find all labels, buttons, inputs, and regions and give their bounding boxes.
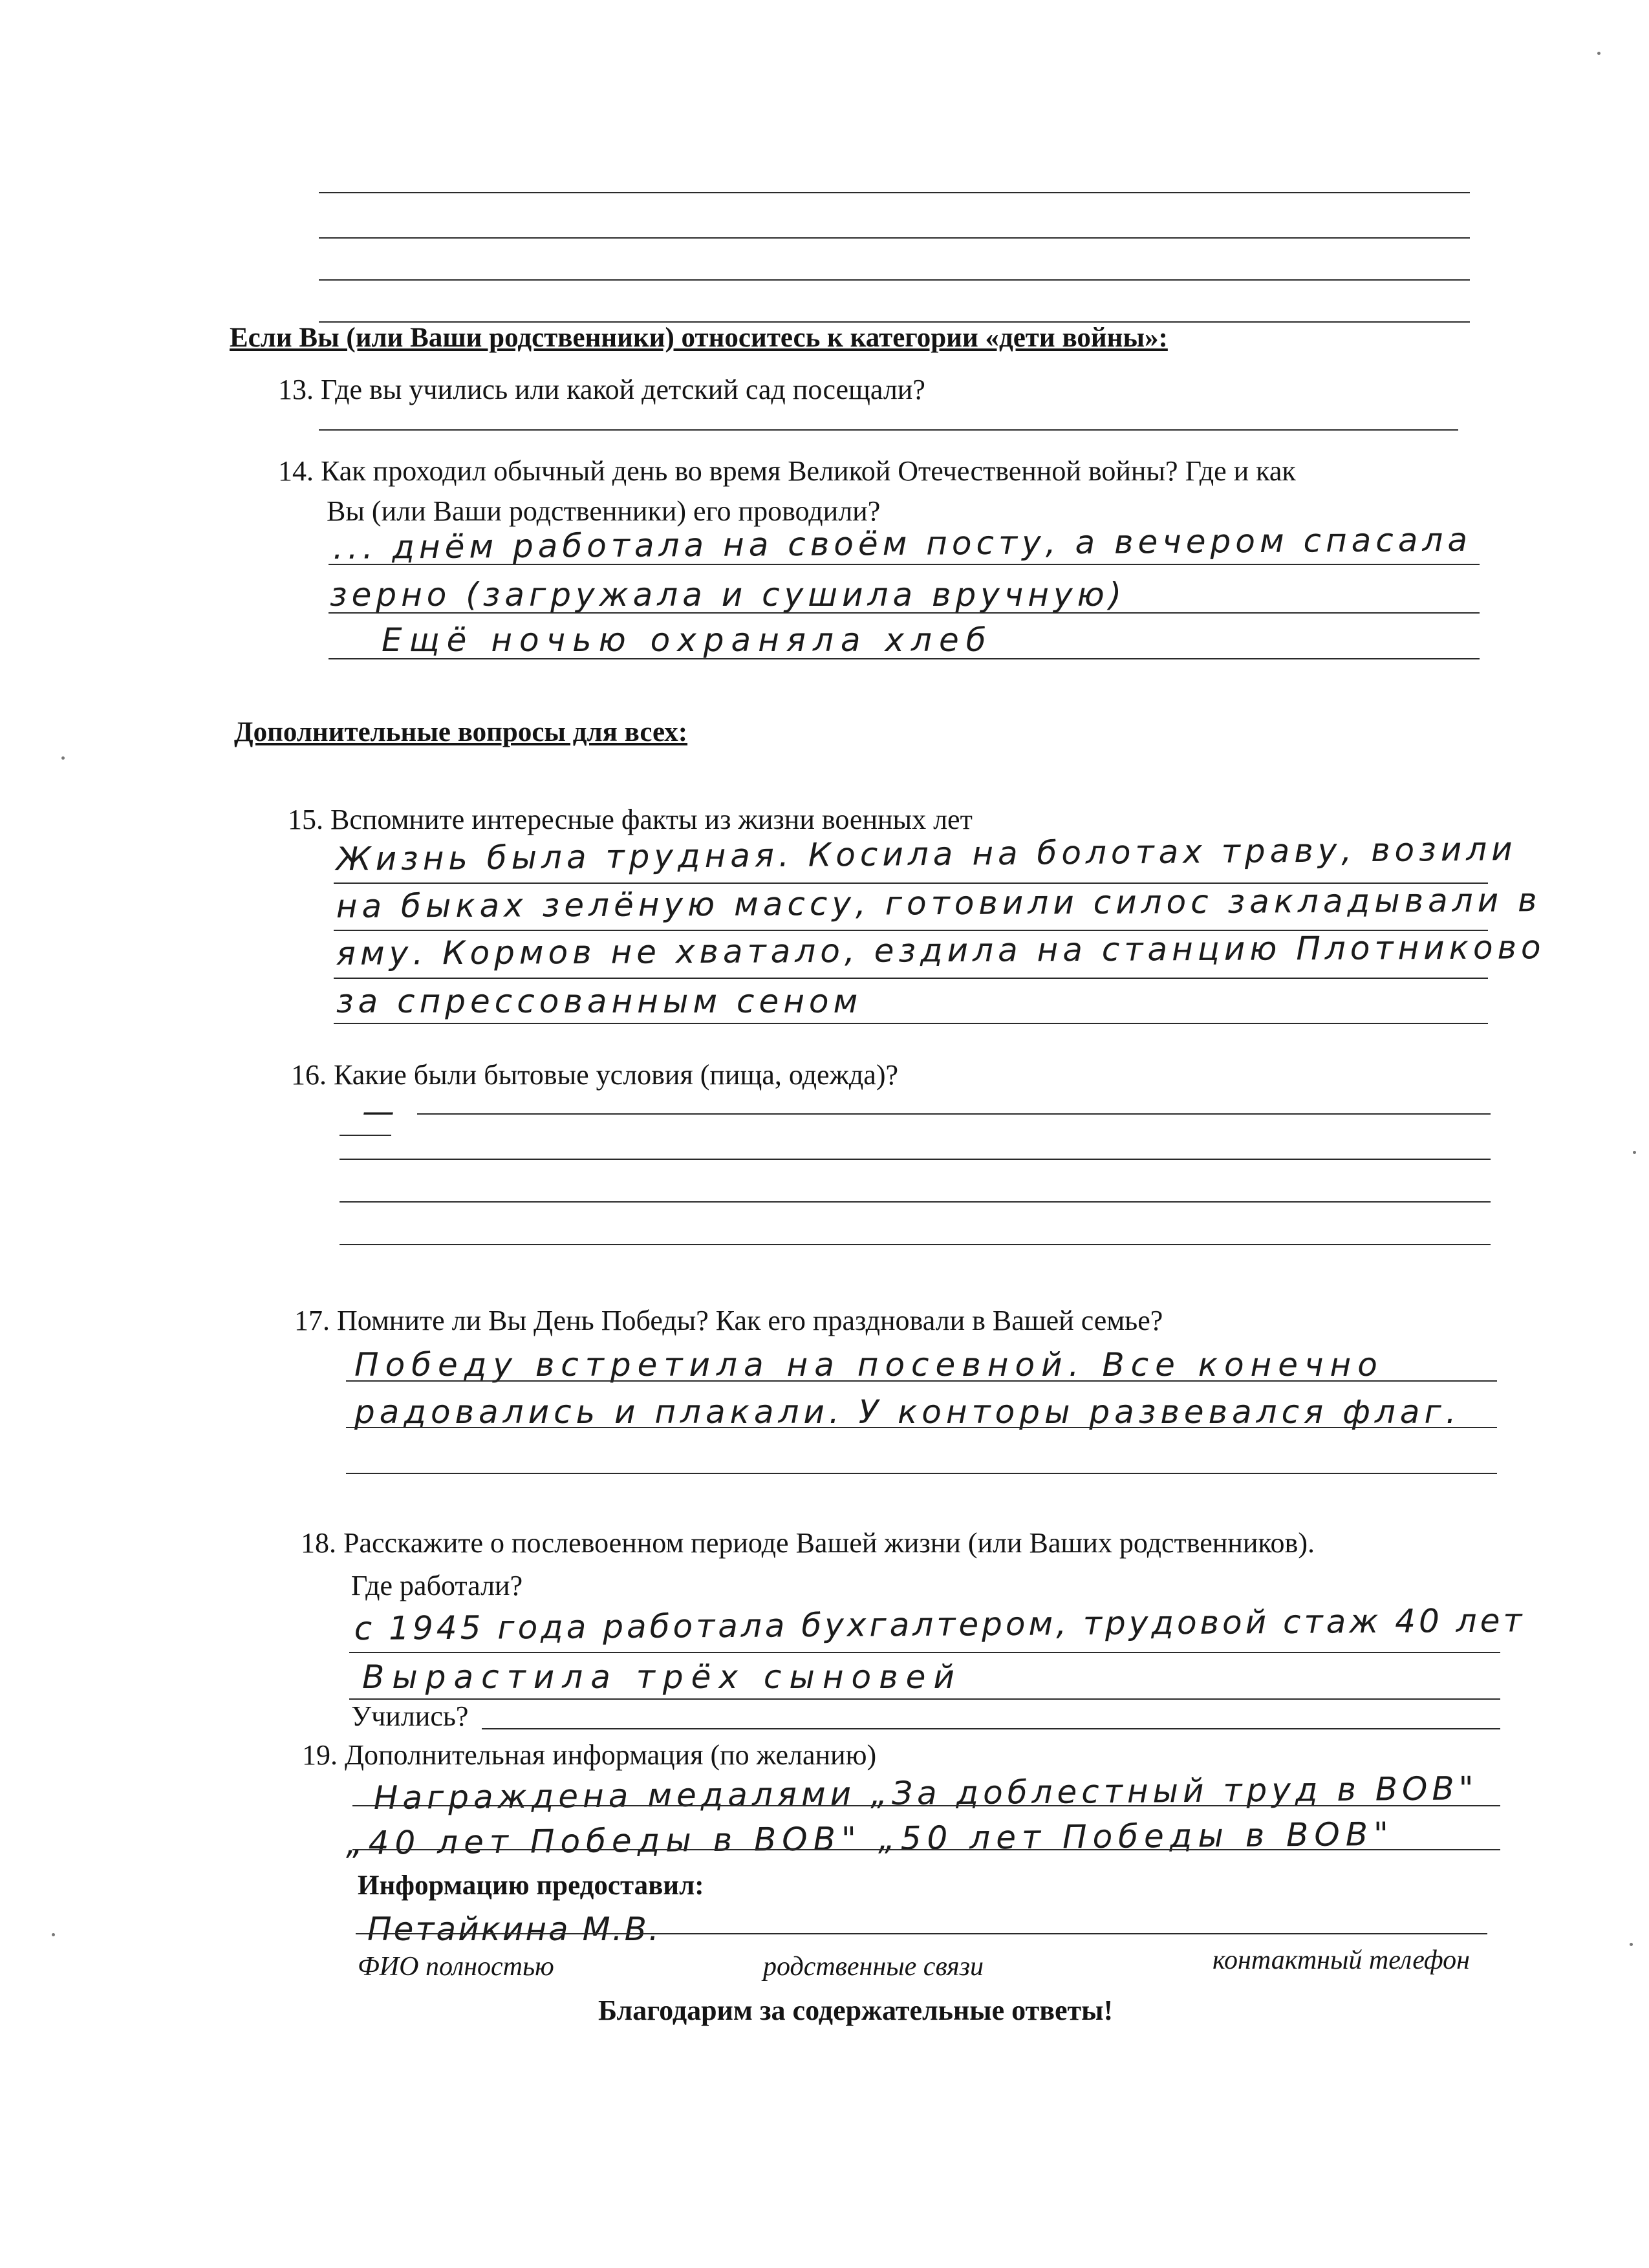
answer-17-line2: радовались и плакали. У конторы развевался флаг. <box>354 1393 1461 1431</box>
question-14-line2: Вы (или Ваши родственники) его проводили? <box>327 495 881 527</box>
answer-line-17 <box>346 1427 1497 1428</box>
answer-19-line1: Награждена медалями „За доблестный труд в ВОВ" <box>373 1770 1478 1817</box>
answer-line <box>319 192 1470 193</box>
answer-line-14 <box>329 612 1480 614</box>
answer-18-line1: с 1945 года работала бухгалтером, трудовой стаж 40 лет <box>354 1601 1525 1647</box>
answer-line-17 <box>346 1380 1497 1382</box>
scan-speck <box>1633 1151 1636 1154</box>
answer-line-18-studied <box>482 1728 1500 1729</box>
info-provided-label: Информацию предоставил: <box>358 1870 704 1901</box>
answer-18-line2: Вырастила трёх сыновей <box>362 1658 962 1696</box>
answer-line-16 <box>339 1244 1491 1245</box>
answer-line-18 <box>349 1652 1500 1653</box>
scan-speck <box>1597 52 1600 55</box>
caption-phone: контактный телефон <box>1212 1945 1470 1975</box>
section-heading-additional: Дополнительные вопросы для всех: <box>234 717 688 747</box>
answer-15-line1: Жизнь была трудная. Косила на болотах траву, возили <box>336 830 1517 878</box>
answer-line-18 <box>349 1698 1500 1700</box>
answer-14-line1: ... днём работала на своём посту, а вечером спасала <box>332 520 1472 566</box>
scan-speck <box>52 1933 55 1936</box>
scan-speck <box>61 756 65 760</box>
answer-line-16 <box>339 1159 1491 1160</box>
question-18-line1: 18. Расскажите о послевоенном периоде Вашей жизни (или Ваших родственников). <box>301 1527 1315 1559</box>
question-19: 19. Дополнительная информация (по желанию) <box>302 1739 877 1771</box>
question-17: 17. Помните ли Вы День Победы? Как его праздновали в Вашей семье? <box>294 1305 1163 1336</box>
question-18-line2: Где работали? <box>351 1570 523 1601</box>
answer-line-14 <box>329 658 1480 659</box>
answer-line-19 <box>352 1849 1500 1850</box>
answer-line-16 <box>339 1135 391 1136</box>
answer-15-line3: яму. Кормов не хватало, ездила на станцию Плотниково <box>336 928 1546 972</box>
question-13: 13. Где вы учились или какой детский сад посещали? <box>278 374 925 405</box>
signature-name: Петайкина М.В. <box>367 1910 661 1948</box>
answer-line-19 <box>352 1805 1500 1806</box>
question-14-line1: 14. Как проходил обычный день во время Великой Отечественной войны? Где и как <box>278 455 1296 487</box>
answer-line <box>319 279 1470 281</box>
answer-line-15 <box>334 978 1488 979</box>
answer-15-line2: на быках зелёную массу, готовили силос закладывали в <box>336 881 1542 925</box>
section-heading-children-of-war: Если Вы (или Ваши родственники) относитесь к категории «дети войны»: <box>230 323 1168 353</box>
answer-line-15 <box>334 1023 1488 1024</box>
answer-line <box>319 237 1470 239</box>
caption-fio: ФИО полностью <box>358 1952 554 1982</box>
scan-speck <box>1630 1943 1633 1946</box>
answer-19-line2: „40 лет Победы в ВОВ" „50 лет Победы в ВОВ" <box>345 1815 1395 1862</box>
answer-line-16 <box>417 1113 1491 1115</box>
thanks-message: Благодарим за содержательные ответы! <box>598 1995 1114 2026</box>
answer-line-13 <box>319 429 1458 431</box>
question-15: 15. Вспомните интересные факты из жизни военных лет <box>288 804 973 835</box>
answer-line-16 <box>339 1201 1491 1203</box>
answer-line-17 <box>346 1473 1497 1474</box>
answer-14-line2: зерно (загружала и сушила вручную) <box>330 576 1126 614</box>
question-18-studied: Учились? <box>351 1700 469 1732</box>
answer-line-14 <box>329 564 1480 565</box>
answer-16-dash: — <box>362 1093 399 1130</box>
caption-relation: родственные связи <box>763 1952 984 1982</box>
question-16: 16. Какие были бытовые условия (пища, одежда)? <box>291 1059 899 1091</box>
answer-17-line1: Победу встретила на посевной. Все конечно <box>354 1346 1384 1384</box>
answer-15-line4: за спрессованным сеном <box>336 983 863 1020</box>
answer-14-line3: Ещё ночью охраняла хлеб <box>382 621 993 659</box>
signature-line <box>356 1933 1487 1934</box>
